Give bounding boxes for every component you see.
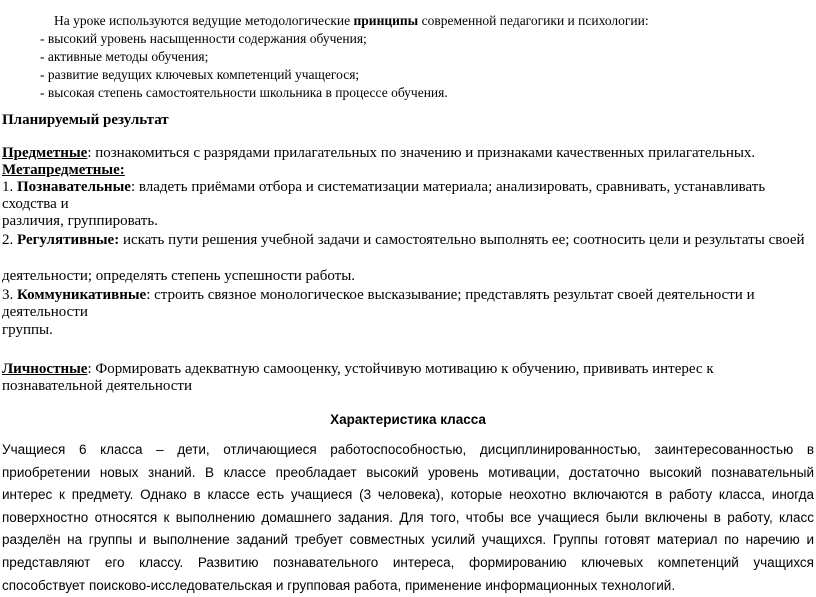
paragraph-line: интерес к предмету. Однако в классе есть учащиеся (3 человека), которые неохотно включаются в работу класса, иногда (2, 487, 814, 503)
personal-results: Личностные: Формировать адекватную самооценку, устойчивую мотивацию к обучению, прививать интерес к (2, 361, 714, 377)
personal-label: Личностные (2, 361, 88, 377)
principle-item: - высокий уровень насыщенности содержания обучения; (40, 31, 367, 46)
principle-item: - развитие ведущих ключевых компетенций учащегося; (40, 67, 360, 82)
regulatory-results: 2. Регулятивные: искать пути решения учебной задачи и самостоятельно выполнять ее; соотносить цели и результаты своей (2, 232, 805, 248)
class-characteristic-title: Характеристика класса (330, 412, 486, 427)
meta-results-heading: Метапредметные: (2, 162, 125, 178)
paragraph-line: разделён на группы и выполнение заданий требует совместных усилий учащихся. Группы готовят материал по наречию и (2, 532, 814, 548)
paragraph-line: способствует поисково-исследовательская и групповая работа, применение информационных технологий. (2, 577, 676, 593)
cognitive-results-continued: различия, группировать. (2, 213, 158, 229)
cognitive-label: Познавательные (17, 179, 131, 195)
subject-results: Предметные: познакомиться с разрядами прилагательных по значению и признаками качественных прилагательных. (2, 145, 756, 161)
regulatory-label: Регулятивные: (17, 232, 120, 248)
regulatory-results-continued: деятельности; определять степень успешности работы. (2, 268, 356, 284)
principle-item: - высокая степень самостоятельности школьника в процессе обучения. (40, 85, 448, 100)
principles-intro (40, 12, 649, 30)
cognitive-results: 1. Познавательные: владеть приёмами отбора и систематизации материала; анализировать, сравнивать, устанавливать сходства и (2, 179, 766, 212)
communicative-results-continued: группы. (2, 322, 53, 338)
principle-item: - активные методы обучения; (40, 49, 209, 64)
paragraph-line: Учащиеся 6 класса – дети, отличающиеся работоспособностью, дисциплинированностью, заинтересованностью в (2, 442, 814, 457)
paragraph-line: представляют его классу. Развитию познавательного интереса, формированию ключевых компетенций учащихся (2, 554, 814, 570)
paragraph-line: поверхностно относятся к выполнению домашнего задания. Для того, чтобы все учащиеся были включены в работу, класс (2, 509, 814, 525)
planned-result-heading: Планируемый результат (2, 112, 169, 128)
communicative-label: Коммуникативные (17, 287, 147, 303)
paragraph-line: приобретении новых знаний. В классе преобладает высокий уровень мотивации, достаточно высокий познавательный (2, 464, 814, 480)
principles-section (40, 12, 649, 102)
communicative-results: 3. Коммуникативные: строить связное монологическое высказывание; представлять результат своей деятельности и деятельности (2, 287, 755, 320)
principles-intro-tail: современной педагогики и психологии: (418, 13, 649, 28)
class-characteristic-text (2, 439, 814, 597)
principles-intro-text: На уроке используются ведущие методологические (54, 13, 354, 28)
subject-label: Предметные (2, 145, 88, 161)
principles-keyword: принципы (353, 13, 419, 28)
personal-results-continued: познавательной деятельности (2, 378, 193, 394)
